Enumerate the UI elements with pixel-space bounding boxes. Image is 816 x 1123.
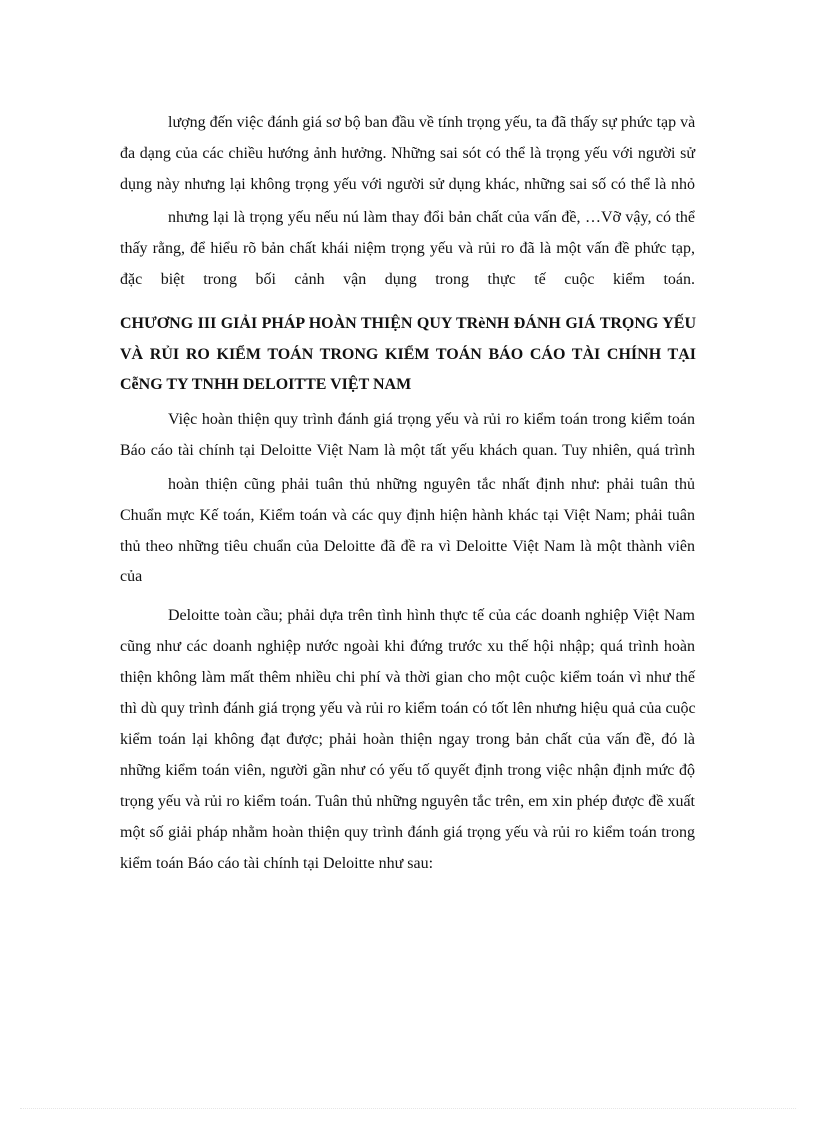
paragraph-5-line-4: thì dù quy trình đánh giá trọng yếu và rủi ro kiểm toán có tốt lên nhưng hiệu quả của cuộc — [120, 700, 696, 717]
paragraph-5-line-6: những kiểm toán viên, người gần như có yếu tố quyết định trong việc nhận định mức độ — [120, 762, 695, 779]
paragraph-5-line-7: trọng yếu và rủi ro kiểm toán. Tuân thủ những nguyên tắc trên, em xin phép được đề xuất — [120, 793, 695, 810]
chapter-heading-line-1: CHƯƠNG III GIẢI PHÁP HOÀN THIỆN QUY TRèNH ĐÁNH GIÁ TRỌNG YẾU — [120, 315, 696, 332]
paragraph-2-line-3: đặc biệt trong bối cảnh vận dụng trong thực tế cuộc kiểm toán. — [120, 271, 695, 288]
paragraph-4-line-3: thủ theo những tiêu chuẩn của Deloitte đã đề ra vì Deloitte Việt Nam là một thành viên — [120, 538, 695, 555]
paragraph-4-line-2: Chuẩn mực Kế toán, Kiểm toán và các quy định hiện hành khác tại Việt Nam; phải tuân — [120, 507, 695, 524]
paragraph-4-line-4: của — [120, 568, 143, 585]
chapter-heading-line-3: CễNG TY TNHH DELOITTE VIỆT NAM — [120, 376, 412, 393]
paragraph-5-line-8: một số giải pháp nhằm hoàn thiện quy trình đánh giá trọng yếu và rủi ro kiểm toán trong — [120, 824, 695, 841]
paragraph-5-line-1: Deloitte toàn cầu; phải dựa trên tình hình thực tế của các doanh nghiệp Việt Nam — [168, 607, 695, 624]
paragraph-3-line-2: Báo cáo tài chính tại Deloitte Việt Nam là một tất yếu khách quan. Tuy nhiên, quá trình — [120, 442, 695, 459]
paragraph-3-line-1: Việc hoàn thiện quy trình đánh giá trọng yếu và rủi ro kiểm toán trong kiểm toán — [168, 411, 695, 428]
paragraph-2-line-1: nhưng lại là trọng yếu nếu nú làm thay đổi bản chất của vấn đề, …Vỡ vậy, có thể — [168, 209, 695, 226]
paragraph-5-line-9: kiểm toán Báo cáo tài chính tại Deloitte như sau: — [120, 855, 434, 872]
paragraph-1-line-3: dụng này nhưng lại không trọng yếu với người sử dụng khác, những sai số có thể là nhỏ — [120, 176, 695, 193]
paragraph-1-line-1: lượng đến việc đánh giá sơ bộ ban đầu về tính trọng yếu, ta đã thấy sự phức tạp và — [168, 114, 696, 131]
paragraph-5-line-3: thiện không làm mất thêm nhiều chi phí và thời gian cho một cuộc kiểm toán vì như thế — [120, 669, 695, 686]
paragraph-2-line-2: thấy rằng, để hiểu rõ bản chất khái niệm trọng yếu và rủi ro đã là một vấn đề phức tạp, — [120, 240, 695, 257]
page-bottom-border — [20, 1108, 796, 1109]
paragraph-4-line-1: hoàn thiện cũng phải tuân thủ những nguyên tắc nhất định như: phải tuân thủ — [168, 476, 695, 493]
paragraph-5-line-5: kiểm toán lại không đạt được; phải hoàn thiện ngay trong bản chất của vấn đề, đó là — [120, 731, 695, 748]
chapter-heading-line-2: VÀ RỦI RO KIỂM TOÁN TRONG KIỂM TOÁN BÁO CÁO TÀI CHÍNH TẠI — [120, 346, 696, 363]
paragraph-1-line-2: đa dạng của các chiều hướng ảnh hưởng. Những sai sót có thể là trọng yếu với người sử — [120, 145, 695, 162]
paragraph-5-line-2: cũng như các doanh nghiệp nước ngoài khi đứng trước xu thế hội nhập; quá trình hoàn — [120, 638, 695, 655]
